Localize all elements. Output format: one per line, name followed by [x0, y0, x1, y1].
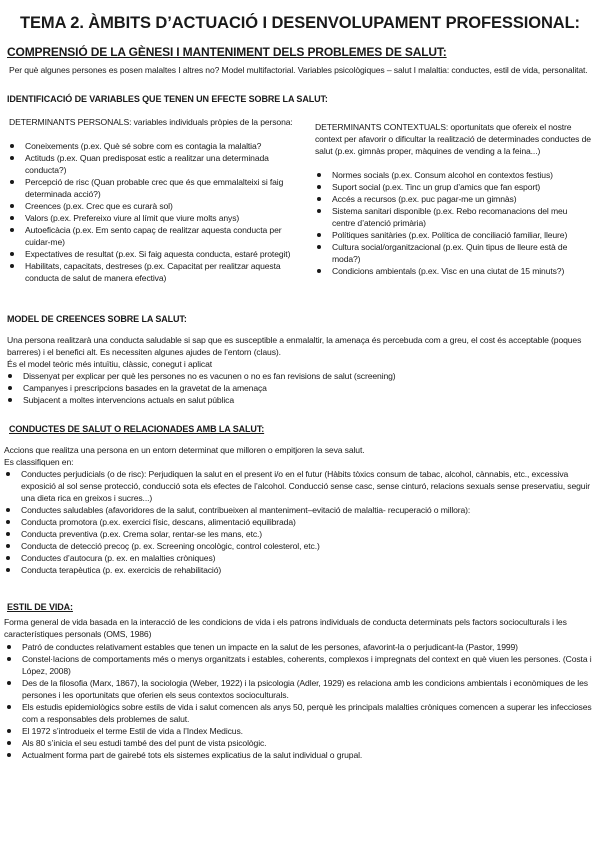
bullet-icon [7, 645, 11, 649]
bullet-icon [8, 398, 12, 402]
bullet-icon [10, 252, 14, 256]
conductes-heading: CONDUCTES DE SALUT O RELACIONADES AMB LA SALUT: [9, 424, 265, 434]
bullet-icon [317, 185, 321, 189]
bullet-icon [10, 216, 14, 220]
list-item: Campanyes i prescripcions basades en la gravetat de la amenaça [3, 382, 593, 394]
bullet-icon [317, 233, 321, 237]
list-item: Creences (p.ex. Crec que es curarà sol) [5, 200, 305, 212]
bullet-icon [317, 209, 321, 213]
bullet-icon [317, 245, 321, 249]
list-item: Patró de conductes relativament estables que tenen un impacte en la salut de les persones, afavorint-la o perjudicant-la (Pastor, 1999) [2, 641, 594, 653]
list-item: Subjacent a moltes intervencions actuals en salut pública [3, 394, 593, 406]
list-item: Expectatives de resultat (p.ex. Si faig aquesta conducta, estaré protegit) [5, 248, 305, 260]
page-title: TEMA 2. ÀMBITS D’ACTUACIÓ I DESENVOLUPAMENT PROFESSIONAL: [20, 14, 580, 32]
list-item: Conductes saludables (afavoridores de la salut, contribueixen al manteniment–evitació de malaltia- recuperació o millora): [1, 504, 594, 516]
estil-list [2, 641, 594, 761]
bullet-icon [10, 204, 14, 208]
intro-paragraph: Per què algunes persones es posen malaltes I altres no? Model multifactorial. Variables psicològiques – salut I malaltia: conductes, estil de vida, personalitat. [9, 65, 588, 75]
model-paragraph: Una persona realitzarà una conducta saludable si sap que es susceptible a enmalaltir, la amenaça és percebuda com a greu, el cost és acceptable (poques barreres) i el benefici alt. Es necessiten algunes ajudes de l’entorn (claus). [7, 335, 582, 357]
bullet-icon [317, 173, 321, 177]
list-item: Actualment forma part de gairebé tots els sistemes explicatius de la salut individual o grupal. [2, 749, 594, 761]
bullet-icon [10, 180, 14, 184]
bullet-icon [7, 657, 11, 661]
bullet-icon [6, 544, 10, 548]
bullet-icon [317, 269, 321, 273]
bullet-icon [6, 532, 10, 536]
list-item: Habilitats, capacitats, destreses (p.ex. Capacitat per realitzar aquesta conducta de salut de manera efectiva) [5, 260, 305, 284]
list-item: Cultura social/organitzacional (p.ex. Quin tipus de lleure està de moda?) [312, 241, 588, 265]
list-item: Als 80 s’inicia el seu estudi també des del punt de vista psicològic. [2, 737, 594, 749]
bullet-icon [6, 556, 10, 560]
bullet-icon [7, 681, 11, 685]
estil-paragraph: Forma general de vida basada en la interacció de les condicions de vida i els patrons individuals de conducta determinats pels factors socioculturals i les característiques personals (OMS, 1986) [4, 617, 567, 639]
conductes-line: Es classifiquen en: [4, 457, 74, 467]
list-item: Condicions ambientals (p.ex. Visc en una ciutat de 15 minuts?) [312, 265, 588, 277]
bullet-icon [6, 472, 10, 476]
list-item: Percepció de risc (Quan probable crec que és que emmalalteixi si faig determinada acció?) [5, 176, 305, 200]
list-item: Conducta de detecció precoç (p. ex. Screening oncològic, control colesterol, etc.) [1, 540, 594, 552]
bullet-icon [317, 197, 321, 201]
list-item: Constel·lacions de comportaments més o menys organitzats i estables, coherents, complexos i impregnats del context en què viuen les persones. (Costa i López, 2008) [2, 653, 594, 677]
list-item: Coneixements (p.ex. Què sé sobre com es contagia la malaltia? [5, 140, 305, 152]
list-item: Actituds (p.ex. Quan predisposat estic a realitzar una determinada conducta?) [5, 152, 305, 176]
section-subtitle: COMPRENSIÓ DE LA GÈNESI I MANTENIMENT DELS PROBLEMES DE SALUT: [7, 45, 447, 59]
list-item: Conducta preventiva (p.ex. Crema solar, rentar-se les mans, etc.) [1, 528, 594, 540]
list-item: Autoeficàcia (p.ex. Em sento capaç de realitzar aquesta conducta per cuidar-me) [5, 224, 305, 248]
bullet-icon [8, 386, 12, 390]
conductes-paragraph: Accions que realitza una persona en un entorn determinat que milloren o empitjoren la seva salut. [4, 445, 365, 455]
list-item: Sistema sanitari disponible (p.ex. Rebo recomanacions del meu centre d’atenció primària) [312, 205, 588, 229]
list-item: Suport social (p.ex. Tinc un grup d’amics que fan esport) [312, 181, 588, 193]
bullet-icon [10, 228, 14, 232]
personal-determinants-list [5, 140, 305, 284]
list-item: Conductes d’autocura (p. ex. en malalties cròniques) [1, 552, 594, 564]
bullet-icon [10, 144, 14, 148]
list-item: Dissenyat per explicar per què les persones no es vacunen o no es fan revisions de salut (screening) [3, 370, 593, 382]
bullet-icon [6, 568, 10, 572]
model-list [3, 370, 593, 406]
list-item: El 1972 s’introdueix el terme Estil de vida a l’Index Medicus. [2, 725, 594, 737]
list-item: Els estudis epidemiològics sobre estils de vida i salut comencen als anys 50, perquè les principals malalties cròniques comencen a superar les infeccioses com a responsables dels problemes de salut. [2, 701, 594, 725]
bullet-icon [10, 264, 14, 268]
bullet-icon [8, 374, 12, 378]
variables-heading: IDENTIFICACIÓ DE VARIABLES QUE TENEN UN EFECTE SOBRE LA SALUT: [7, 94, 328, 104]
bullet-icon [7, 753, 11, 757]
bullet-icon [10, 156, 14, 160]
list-item: Conductes perjudicials (o de risc): Perjudiquen la salut en el present i/o en el futur (Hàbits tòxics consum de tabac, alcohol, cànnabis, etc., excessiva exposició al sol sense protecció, conducció sota els efectes de l’alcohol. Conducció sense casc, sense cinturó, relacions sexuals sense preservatiu, seguir una dieta rica en greixos i sucres...) [1, 468, 594, 504]
bullet-icon [6, 520, 10, 524]
estil-heading: ESTIL DE VIDA: [7, 602, 73, 612]
model-heading: MODEL DE CREENCES SOBRE LA SALUT: [7, 314, 187, 324]
list-item: Conducta promotora (p.ex. exercici físic, descans, alimentació equilibrada) [1, 516, 594, 528]
list-item: Normes socials (p.ex. Consum alcohol en contextos festius) [312, 169, 588, 181]
bullet-icon [6, 508, 10, 512]
list-item: Polítiques sanitàries (p.ex. Política de conciliació familiar, lleure) [312, 229, 588, 241]
list-item: Valors (p.ex. Prefereixo viure al límit que viure molts anys) [5, 212, 305, 224]
list-item: Conducta terapèutica (p. ex. exercicis de rehabilitació) [1, 564, 594, 576]
contextual-determinants-list [312, 169, 588, 277]
bullet-icon [7, 705, 11, 709]
bullet-icon [7, 729, 11, 733]
bullet-icon [7, 741, 11, 745]
contextual-determinants-intro: DETERMINANTS CONTEXTUALS: oportunitats que ofereix el nostre context per afavorir o dificultar la realització de determinades conductes de salut (p.ex. gimnàs proper, màquines de vending a la feina...) [315, 122, 591, 156]
model-line: És el model teòric més intuïtiu, clàssic, conegut i aplicat [7, 359, 212, 369]
list-item: Accés a recursos (p.ex. puc pagar-me un gimnàs) [312, 193, 588, 205]
personal-determinants-intro: DETERMINANTS PERSONALS: variables individuals pròpies de la persona: [9, 117, 293, 127]
list-item: Des de la filosofia (Marx, 1867), la sociologia (Weber, 1922) i la psicologia (Adler, 1929) es relaciona amb les condicions ambientals i econòmiques de les persones i les oportunitats que oferien els seus contextos socioculturals. [2, 677, 594, 701]
conductes-list [1, 468, 594, 576]
